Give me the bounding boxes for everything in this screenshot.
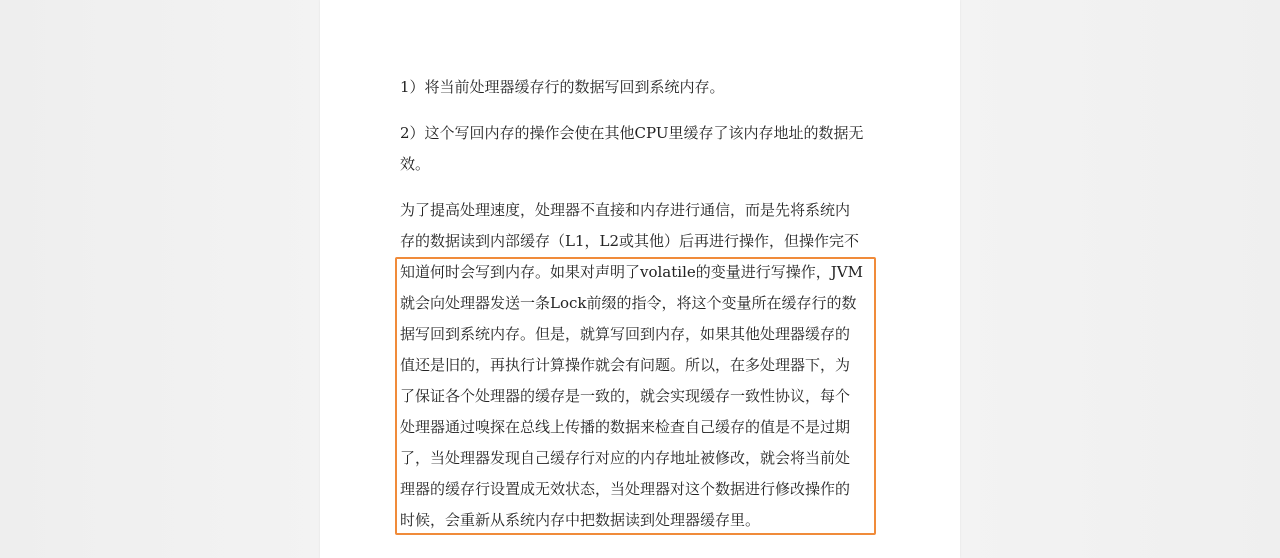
paragraph-2 — [400, 118, 875, 180]
document-page — [320, 0, 960, 558]
paragraph-line: 2）这个写回内存的操作会使在其他CPU里缓存了该内存地址的数据无 — [400, 124, 864, 142]
paragraph-line: 效。 — [400, 155, 431, 173]
paragraph-line: 1）将当前处理器缓存行的数据写回到系统内存。 — [400, 78, 725, 96]
page-content — [400, 72, 875, 536]
paragraph-line: 理器的缓存行设置成无效状态，当处理器对这个数据进行修改操作的 — [400, 480, 851, 498]
paragraph-line: 知道何时会写到内存。如果对声明了volatile的变量进行写操作，JVM — [400, 263, 863, 281]
paragraph-line: 了保证各个处理器的缓存是一致的，就会实现缓存一致性协议，每个 — [400, 387, 851, 405]
paragraph-line: 就会向处理器发送一条Lock前缀的指令，将这个变量所在缓存行的数 — [400, 294, 857, 312]
paragraph-line: 了，当处理器发现自己缓存行对应的内存地址被修改，就会将当前处 — [400, 449, 851, 467]
paragraph-line: 为了提高处理速度，处理器不直接和内存进行通信，而是先将系统内 — [400, 201, 851, 219]
paragraph-line: 值还是旧的，再执行计算操作就会有问题。所以，在多处理器下，为 — [400, 356, 851, 374]
paragraph-line: 存的数据读到内部缓存（L1，L2或其他）后再进行操作，但操作完不 — [400, 232, 860, 250]
paragraph-1 — [400, 72, 875, 103]
paragraph-line: 时候，会重新从系统内存中把数据读到处理器缓存里。 — [400, 511, 761, 529]
paragraph-line: 据写回到系统内存。但是，就算写回到内存，如果其他处理器缓存的 — [400, 325, 851, 343]
paragraph-3 — [400, 195, 875, 536]
paragraph-line: 处理器通过嗅探在总线上传播的数据来检查自己缓存的值是不是过期 — [400, 418, 851, 436]
